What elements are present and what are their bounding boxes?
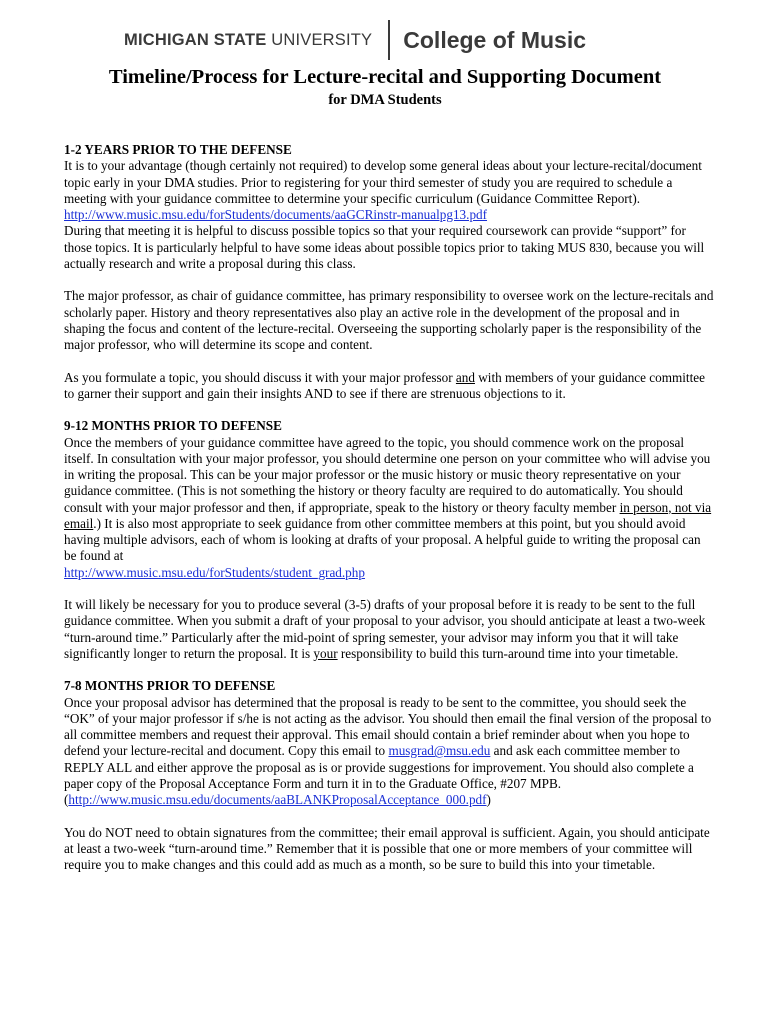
guidance-manual-link[interactable]: http://www.music.msu.edu/forStudents/documents/aaGCRinstr-manualpg13.pdf bbox=[64, 207, 488, 222]
paragraph-text: Once the members of your guidance committee have agreed to the topic, you should commence work on the proposal itself. In consultation with your major professor, you should determine one person on your committee who will advise you in writing the proposal. This can be your major professor or the music history or music theory representative on your guidance committee. (This is not something the history or theory faculty are required to do automatically. You should consult with your major professor and then, if appropriate, speak to the history or theory faculty member bbox=[64, 434, 711, 515]
section-heading-9-12-months: 9-12 MONTHS PRIOR TO DEFENSE bbox=[64, 418, 282, 434]
logo-msu-light: UNIVERSITY bbox=[271, 30, 373, 49]
paragraph bbox=[64, 695, 714, 809]
logo-university-name bbox=[124, 31, 372, 50]
student-grad-link[interactable]: http://www.music.msu.edu/forStudents/student_grad.php bbox=[64, 564, 365, 580]
logo-divider bbox=[388, 20, 390, 60]
underlined-text: your bbox=[313, 645, 338, 661]
paragraph-text: Once your proposal advisor has determined that the proposal is ready to be sent to the committee, you should seek the “OK” of your major professor if s/he is not acting as the advisor. You should then email the final version of the proposal to all committee members and request their approval. This email should contain a brief reminder about when you hope to defend your lecture-recital and document. Copy this email to bbox=[64, 694, 712, 759]
logo-msu-bold: MICHIGAN STATE bbox=[124, 30, 267, 49]
paragraph-text: It is to your advantage (though certainly not required) to develop some general ideas about your lecture-recital/document topic early in your DMA studies. Prior to registering for your third semester of study you are required to schedule a meeting with your guidance committee to determine your specific curriculum (Guidance Committee Report). bbox=[64, 158, 702, 206]
paragraph-text: As you formulate a topic, you should discuss it with your major professor bbox=[64, 369, 456, 385]
paragraph-text: .) It is also most appropriate to seek guidance from other committee members at this point, but you should avoid having multiple advisors, each of whom is looking at drafts of your proposal. A helpful guide to writing the proposal can be found at bbox=[64, 515, 701, 564]
paragraph bbox=[64, 158, 714, 272]
msu-college-of-music-logo bbox=[124, 20, 586, 60]
proposal-acceptance-form-link[interactable]: http://www.music.msu.edu/documents/aaBLANKProposalAcceptance_000.pdf bbox=[68, 792, 487, 807]
document-title: Timeline/Process for Lecture-recital and Supporting Document bbox=[108, 66, 662, 88]
paragraph: You do NOT need to obtain signatures from the committee; their email approval is sufficient. Again, you should anticipate at least a two-week “turn-around time.” Remember that it is possible that one or more members of your committee will require you to make changes and this could add as much as a month, so be sure to build this into your timetable. bbox=[64, 824, 710, 872]
paragraph bbox=[64, 597, 714, 662]
musgrad-email-link[interactable]: musgrad@msu.edu bbox=[388, 743, 491, 759]
paragraph bbox=[64, 370, 714, 403]
paragraph-text: ) bbox=[486, 792, 491, 807]
underlined-text: in person, not via email bbox=[64, 499, 712, 531]
paragraph-text: and ask each committee member to REPLY ALL and either approve the proposal as is or provide suggestions for improvement. You should also complete a paper copy of the Proposal Acceptance Form and turn it in to the Graduate Office, #207 MPB. ( bbox=[64, 743, 694, 807]
section-heading-7-8-months: 7-8 MONTHS PRIOR TO DEFENSE bbox=[64, 678, 276, 694]
document-body bbox=[64, 142, 714, 890]
paragraph: The major professor, as chair of guidance committee, has primary responsibility to oversee work on the lecture-recitals and scholarly paper. History and theory representatives also play an active role in the development of the proposal and in shaping the focus and content of the lecture-recital. Overseeing the supporting scholarly paper is the responsibility of the major professor, who will determine its scope and content. bbox=[64, 288, 714, 352]
logo-college-name: College of Music bbox=[403, 26, 587, 53]
document-subtitle: for DMA Students bbox=[328, 92, 442, 108]
underlined-text: and bbox=[455, 369, 475, 385]
paragraph-text: with members of your guidance committee to garner their support and gain their insights AND to see if there are strenuous objections to it. bbox=[64, 369, 705, 401]
paragraph bbox=[64, 435, 714, 581]
paragraph-text: It will likely be necessary for you to produce several (3-5) drafts of your proposal before it is ready to be sent to the full guidance committee. When you submit a draft of your proposal to your advisor, you should anticipate at least a two-week “turn-around time.” Particularly after the mid-point of spring semester, your advisor may inform you that it will take significantly longer to return the proposal. It is bbox=[64, 597, 706, 661]
paragraph-text: responsibility to build this turn-around time into your timetable. bbox=[337, 645, 679, 661]
paragraph-text: During that meeting it is helpful to discuss possible topics so that your required coursework can provide “support” for those topics. It is particularly helpful to have some ideas about possible topics prior to taking MUS 830, because you will actually research and write a proposal during this class. bbox=[64, 223, 705, 271]
section-heading-1-2-years: 1-2 YEARS PRIOR TO THE DEFENSE bbox=[64, 142, 292, 157]
